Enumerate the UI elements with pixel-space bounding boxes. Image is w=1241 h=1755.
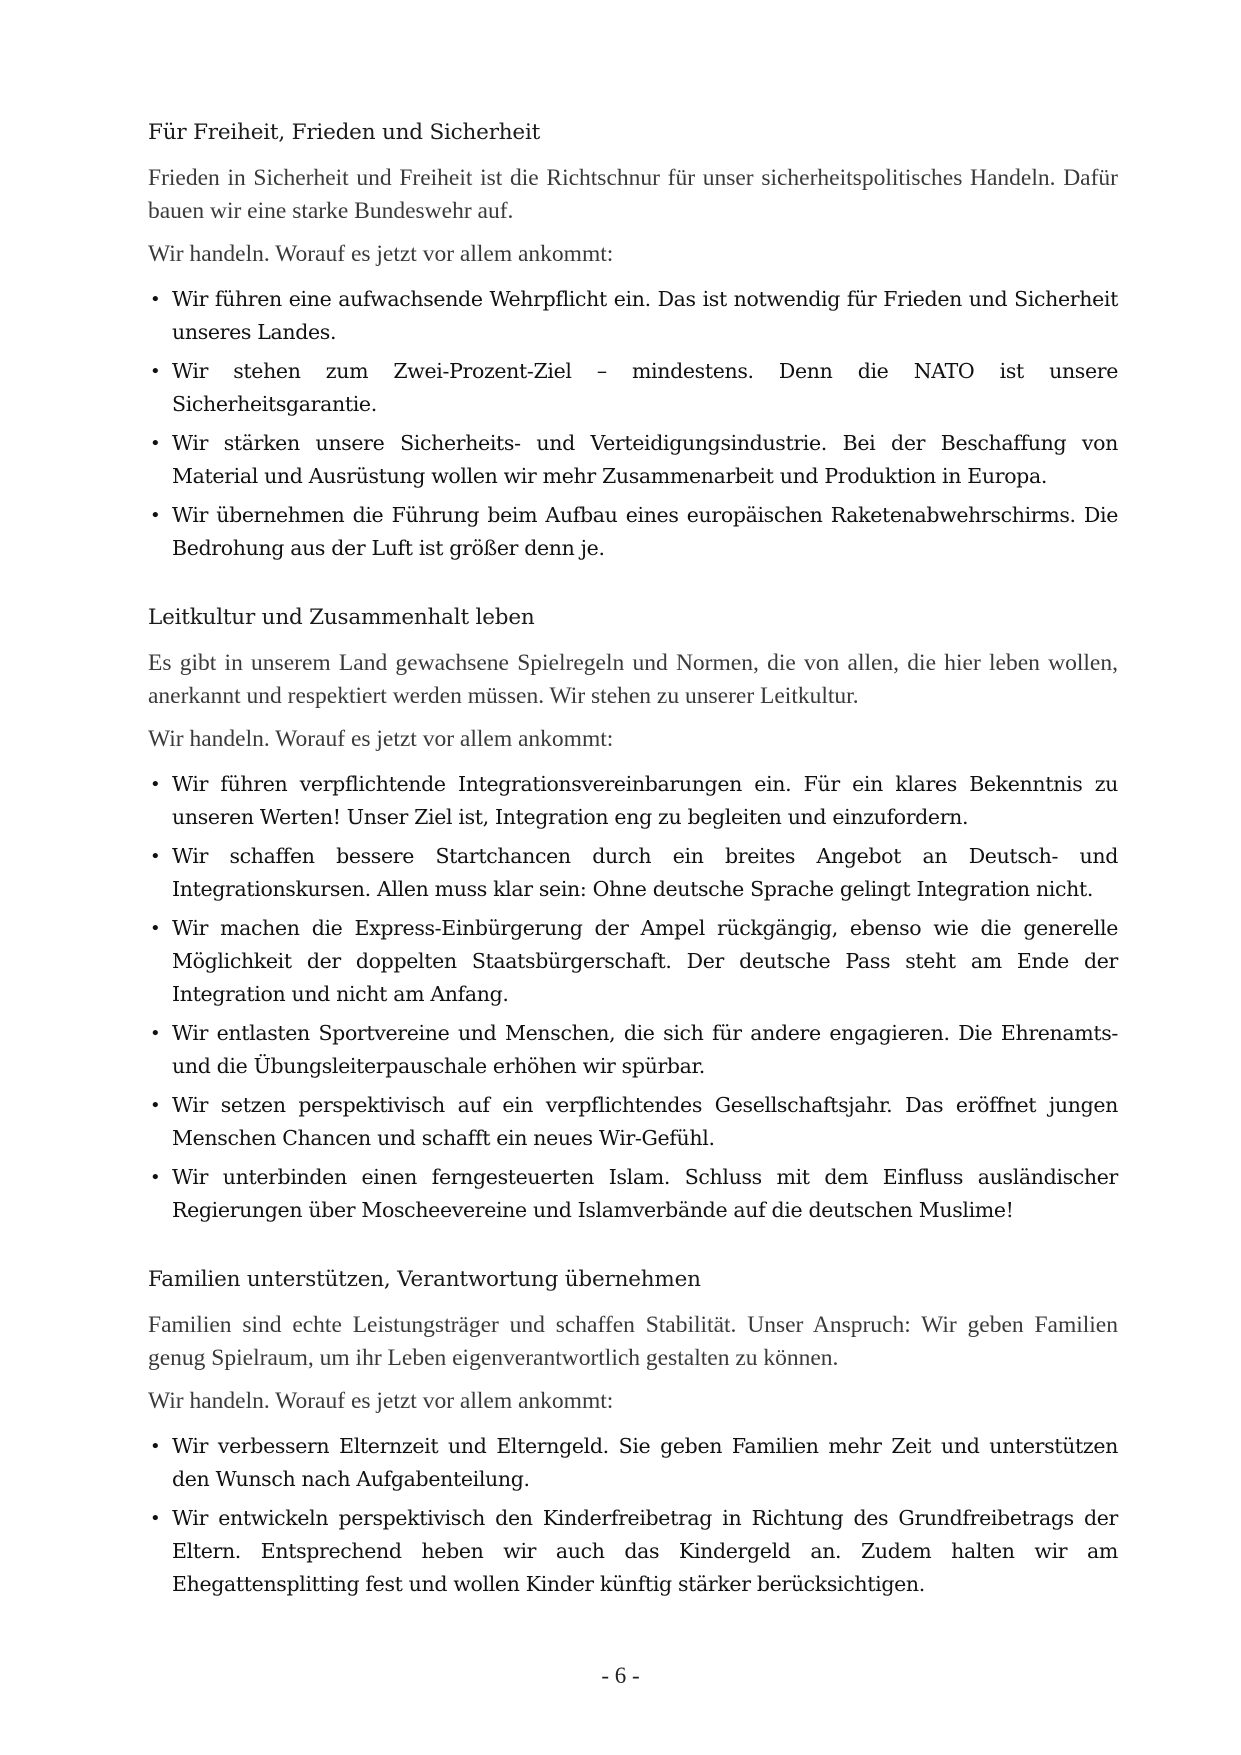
bullet-icon: •	[150, 361, 161, 382]
list-item	[148, 427, 1118, 493]
bullet-list	[148, 283, 1118, 565]
list-item-text: Wir übernehmen die Führung beim Aufbau eines europäischen Raketenabwehrschirms. Die Bedrohung aus der Luft ist größer denn je.	[172, 503, 1118, 560]
bullet-list	[148, 768, 1118, 1227]
list-item-text: Wir stärken unsere Sicherheits- und Verteidigungsindustrie. Bei der Beschaffung von Material und Ausrüstung wollen wir mehr Zusammenarbeit und Produktion in Europa.	[172, 431, 1118, 488]
section-leitkultur-zusammenhalt	[148, 603, 1118, 1227]
section-intro: Frieden in Sicherheit und Freiheit ist die Richtschnur für unser sicherheitspolitisches Handeln. Dafür bauen wir eine starke Bundeswehr auf.	[148, 165, 1118, 224]
bullet-icon: •	[150, 1095, 161, 1116]
section-heading: Für Freiheit, Frieden und Sicherheit	[148, 120, 541, 145]
bullet-icon: •	[150, 1167, 161, 1188]
section-intro: Familien sind echte Leistungsträger und schaffen Stabilität. Unser Anspruch: Wir geben Familien genug Spielraum, um ihr Leben eigenverantwortlich gestalten zu können.	[148, 1312, 1118, 1371]
list-item-text: Wir stehen zum Zwei-Prozent-Ziel – mindestens. Denn die NATO ist unsere Sicherheitsgarantie.	[172, 359, 1118, 416]
bullet-icon: •	[150, 289, 161, 310]
list-item	[148, 1502, 1118, 1601]
bullet-icon: •	[150, 918, 161, 939]
list-item-text: Wir entwickeln perspektivisch den Kinderfreibetrag in Richtung des Grundfreibetrags der Eltern. Entsprechend heben wir auch das Kindergeld an. Zudem halten wir am Ehegattensplitting fest und wollen Kinder künftig stärker berücksichtigen.	[172, 1506, 1118, 1596]
list-item	[148, 840, 1118, 906]
section-intro: Es gibt in unserem Land gewachsene Spielregeln und Normen, die von allen, die hier leben wollen, anerkannt und respektiert werden müssen. Wir stehen zu unserer Leitkultur.	[148, 650, 1118, 709]
list-item	[148, 1089, 1118, 1155]
bullet-list	[148, 1430, 1118, 1601]
list-item-text: Wir setzen perspektivisch auf ein verpflichtendes Gesellschaftsjahr. Das eröffnet jungen Menschen Chancen und schafft ein neues Wir-Gefühl.	[172, 1093, 1118, 1150]
bullet-icon: •	[150, 1023, 161, 1044]
list-item-text: Wir führen verpflichtende Integrationsvereinbarungen ein. Für ein klares Bekenntnis zu unseren Werten! Unser Ziel ist, Integration eng zu begleiten und einzufordern.	[172, 772, 1118, 829]
bullet-icon: •	[150, 774, 161, 795]
section-lead: Wir handeln. Worauf es jetzt vor allem ankommt:	[148, 241, 614, 267]
section-lead: Wir handeln. Worauf es jetzt vor allem ankommt:	[148, 1388, 614, 1414]
document-page	[148, 118, 1118, 1607]
section-familien	[148, 1265, 1118, 1601]
page-number: - 6 -	[601, 1663, 640, 1688]
list-item	[148, 1017, 1118, 1083]
list-item	[148, 283, 1118, 349]
list-item-text: Wir entlasten Sportvereine und Menschen, die sich für andere engagieren. Die Ehrenamts- und die Übungsleiterpauschale erhöhen wir spürbar.	[172, 1021, 1118, 1078]
list-item-text: Wir unterbinden einen ferngesteuerten Islam. Schluss mit dem Einfluss ausländischer Regierungen über Moscheevereine und Islamverbände auf die deutschen Muslime!	[172, 1165, 1118, 1222]
list-item-text: Wir verbessern Elternzeit und Elterngeld. Sie geben Familien mehr Zeit und unterstützen den Wunsch nach Aufgabenteilung.	[172, 1434, 1118, 1491]
bullet-icon: •	[150, 846, 161, 867]
bullet-icon: •	[150, 433, 161, 454]
section-lead: Wir handeln. Worauf es jetzt vor allem ankommt:	[148, 726, 614, 752]
list-item	[148, 499, 1118, 565]
bullet-icon: •	[150, 1508, 161, 1529]
list-item-text: Wir schaffen bessere Startchancen durch ein breites Angebot an Deutsch- und Integrationskursen. Allen muss klar sein: Ohne deutsche Sprache gelingt Integration nicht.	[172, 844, 1118, 901]
bullet-icon: •	[150, 1436, 161, 1457]
list-item	[148, 355, 1118, 421]
bullet-icon: •	[150, 505, 161, 526]
section-heading: Leitkultur und Zusammenhalt leben	[148, 605, 535, 630]
list-item	[148, 768, 1118, 834]
list-item	[148, 1161, 1118, 1227]
list-item	[148, 1430, 1118, 1496]
section-heading: Familien unterstützen, Verantwortung übernehmen	[148, 1267, 701, 1292]
section-freiheit-frieden-sicherheit	[148, 118, 1118, 565]
list-item-text: Wir führen eine aufwachsende Wehrpflicht ein. Das ist notwendig für Frieden und Sicherheit unseres Landes.	[172, 287, 1118, 344]
list-item	[148, 912, 1118, 1011]
list-item-text: Wir machen die Express-Einbürgerung der Ampel rückgängig, ebenso wie die generelle Möglichkeit der doppelten Staatsbürgerschaft. Der deutsche Pass steht am Ende der Integration und nicht am Anfang.	[172, 916, 1118, 1006]
